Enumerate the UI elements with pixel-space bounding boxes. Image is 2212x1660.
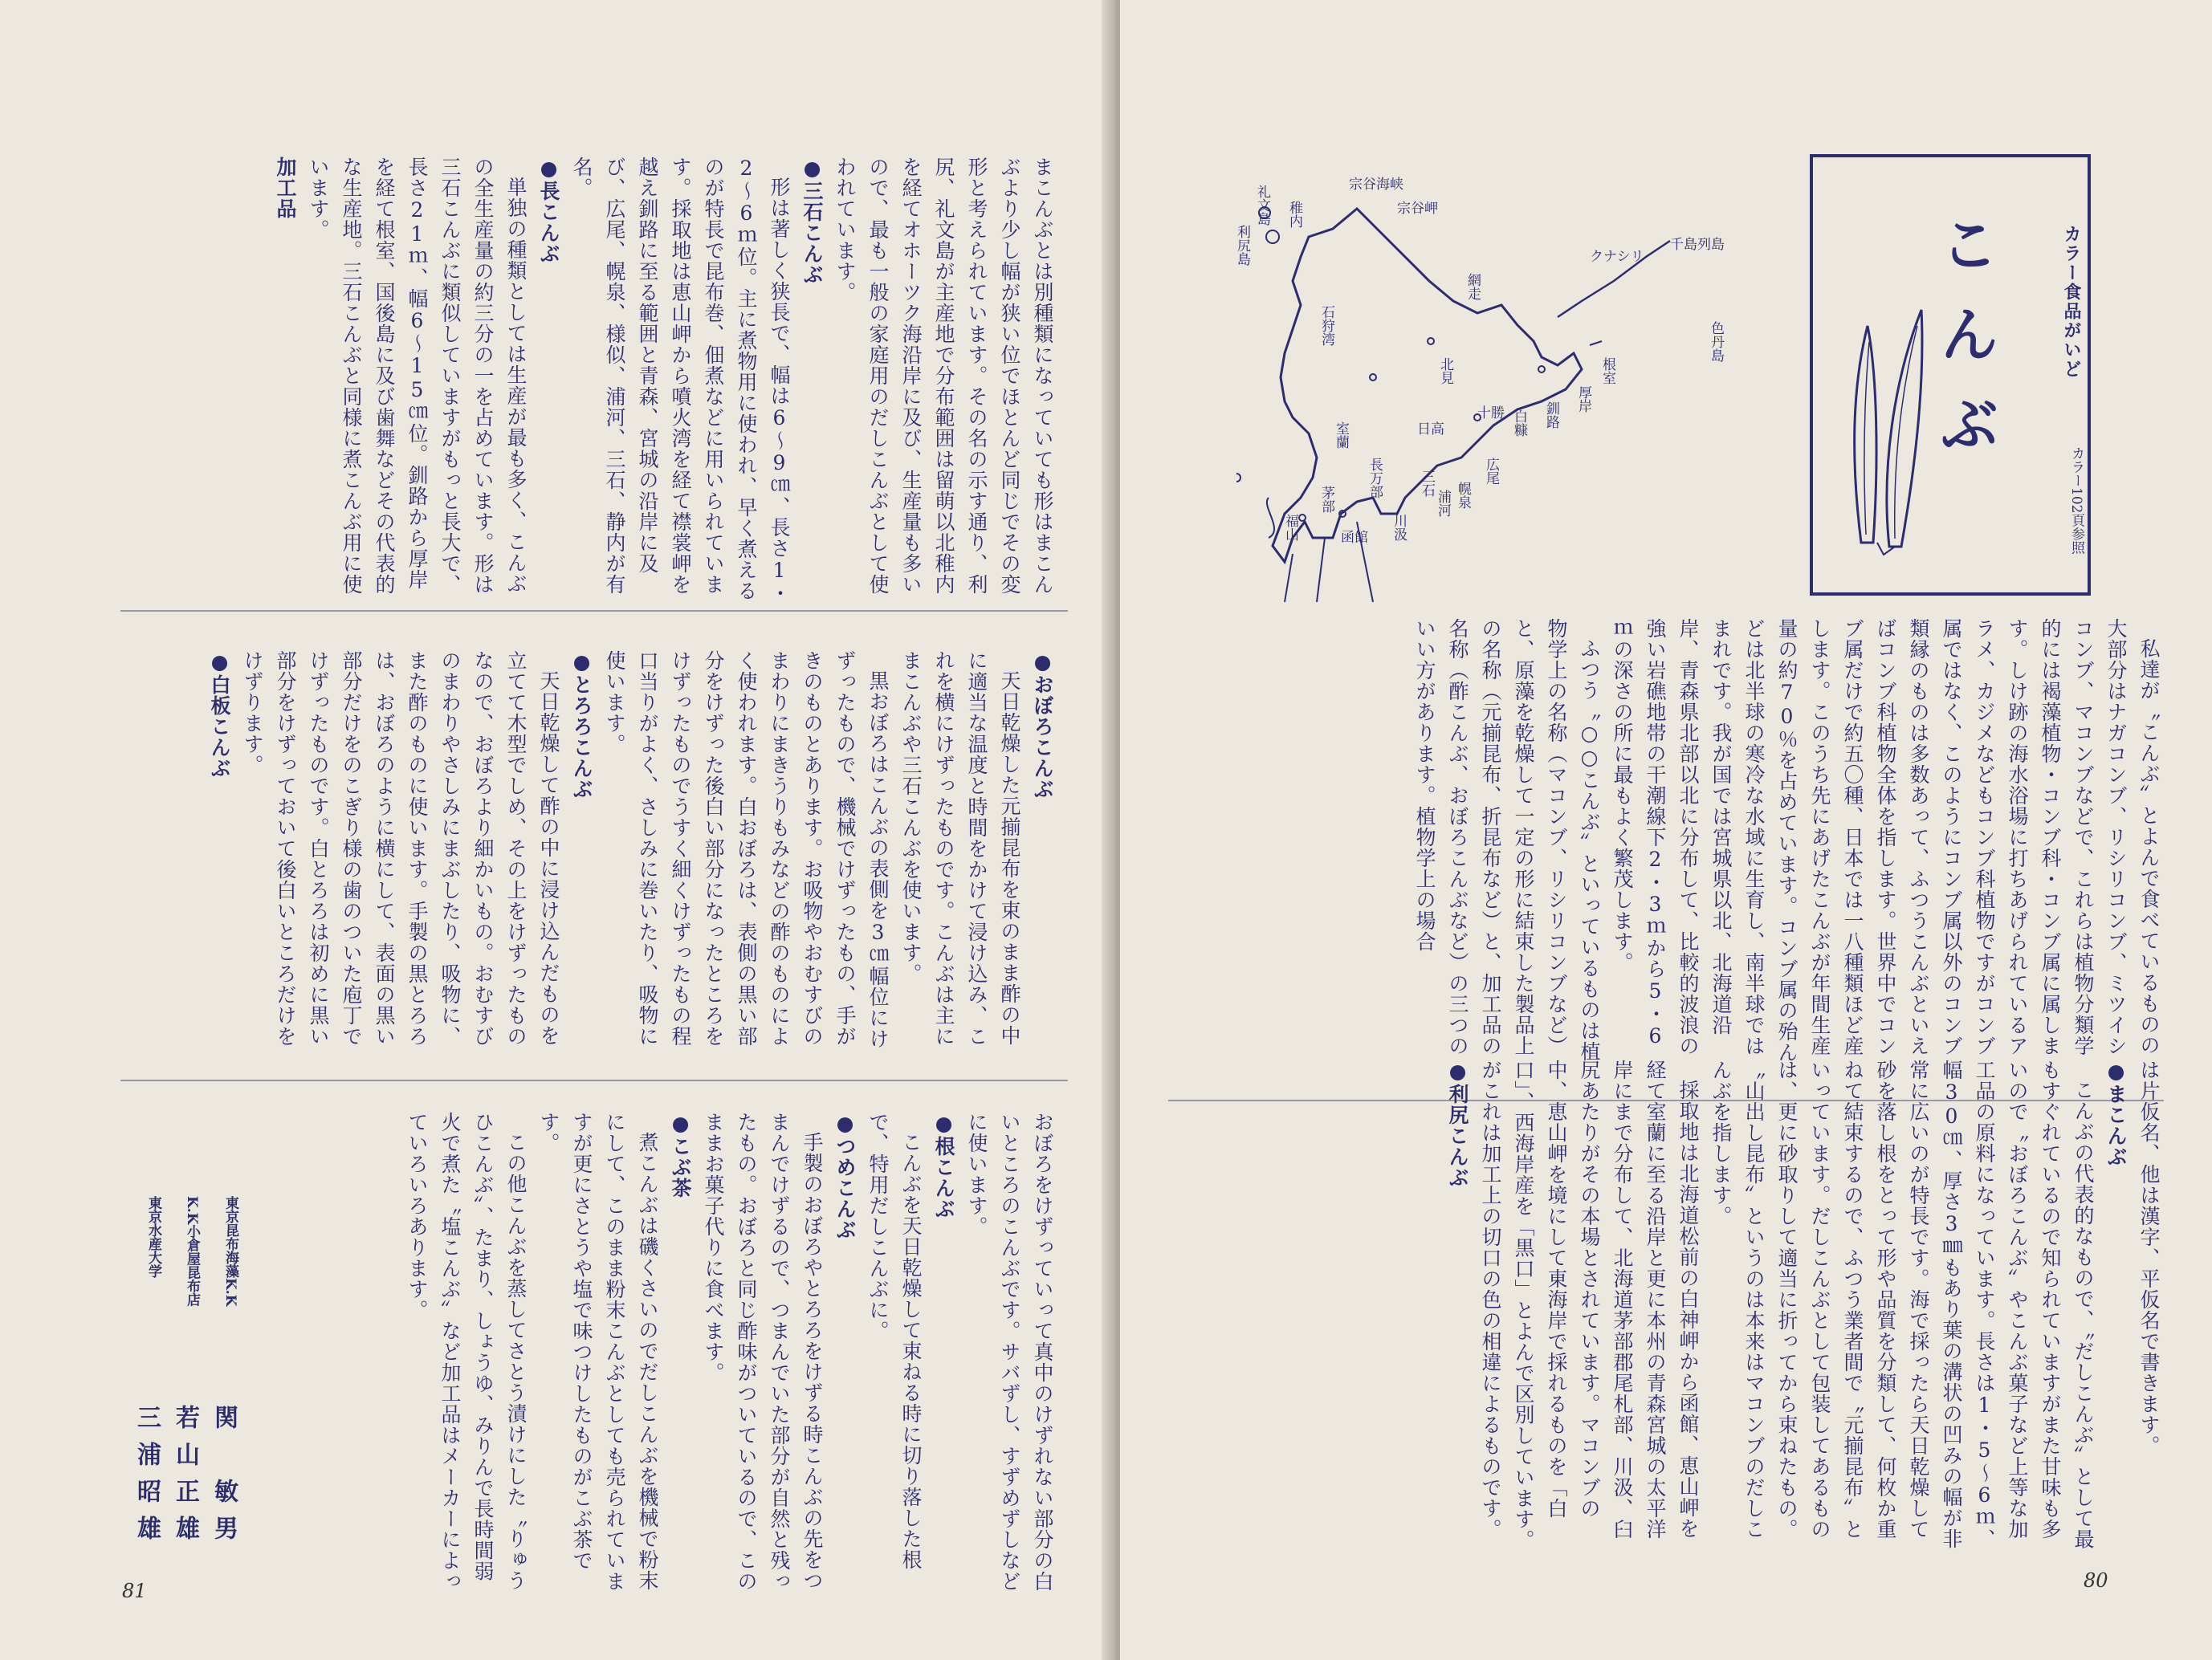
map-label: 福山 xyxy=(1282,514,1298,541)
color-reference: カラー102頁参照 xyxy=(2068,446,2084,555)
credit-name: 三浦昭雄 xyxy=(132,1405,161,1552)
oboro-heading: ● おぼろこんぶ xyxy=(1026,650,1059,1052)
credit-name: 若山正雄 xyxy=(171,1405,199,1552)
map-label: 川汲 xyxy=(1391,514,1407,541)
shiraita-text: おぼろをけずっていって真中のけずれない部分の白いところのこんぶです。サバずし、すずめずしなどに使います。 xyxy=(965,1112,1054,1592)
map-label: 利尻島 xyxy=(1234,225,1250,266)
credit-name: 関 敏男 xyxy=(210,1405,238,1552)
ne-text: こんぶを天日乾燥して束ねる時に切り落した根で、特用だしこんぶに。 xyxy=(866,1112,923,1570)
makonbu-text: こんぶの代表的なもので、〝だしこんぶ〟として最もすぐれているので知られていますがまた甘味も多いので〝おぼろこんぶ〟やこんぶ菓子など上等な加工品の原料になっています。長さは1・5～6ｍ、幅30㎝、厚さ3㎜もあり葉の溝状の凹みの幅が非常に広いのが特長です。海で採ったら天日乾燥して砂を落し根をとって形や品質を分類して、何枚か重ねて結束するので、ふつう業者間で〝元揃昆布〟といっています。だしこんぶとして包装してあるものは、更に砂取りして適当に折ってから束ねたもの。〝山出し昆布〟というのは本来はマコンブのだしこんぶを指します。 xyxy=(1709,1060,2095,1550)
credits xyxy=(120,1196,241,1573)
makonbu-text-2: 採取地は北海道松前の白神岬から函館、恵山岬を経て室蘭に至る沿岸と更に本州の青森宮城の太平洋岸にまで分布して、北海道茅部郡尾札部、川汲、臼尻あたりがその本場とされています。マコンブの中、恵山岬を境にして東海岸で採れるものを「白口」、西海岸産を「黒口」とよんで区別しています。がこれは加工上の切口の色の相違によるものです。 xyxy=(1479,1060,1700,1551)
rishiri-heading: ● 利尻こんぶ xyxy=(1441,1060,1474,1557)
tororo-text: 天日乾燥して酢の中に浸け込んだものを立てて木型でしめ、その上をけずったものなので、おぼろより細かいもの。おむすびのまわりやさしみにまぶしたり、吸物に、また酢のものに使います。手製の黒とろろは、おぼろのように横にして、表面の黒い部分だけをのこぎり様の歯のついた庖丁でけずったものです。白とろろは初めに黒い部分をけずっておいて後白いところだけをけずります。 xyxy=(241,650,560,1047)
left-middle-column xyxy=(63,650,1059,1052)
map-label: 宗谷海峡 xyxy=(1349,177,1403,193)
others-text: この他こんぶを蒸してさとう漬けにした〝りゅうひこんぶ〟、たまり、しょうゆ、みりんで長時間弱火で煮た〝塩こんぶ〟など加工品はメーカーによっていろいろあります。 xyxy=(405,1112,528,1592)
right-page xyxy=(1120,0,2212,1660)
map-label: 釧路 xyxy=(1543,401,1559,429)
tororo-heading: ● とろろこんぶ xyxy=(565,650,598,1052)
makonbu-heading: ● まこんぶ xyxy=(2100,1060,2133,1557)
map-label: 宗谷岬 xyxy=(1397,201,1438,217)
map-outline xyxy=(1236,161,1815,610)
naming-text: ふつう〝○○こんぶ〟といっているものは植物学上の名称（マコンブ、リシリコンブなど）と、原藻を乾燥して一定の形に結束した製品上の名称（元揃昆布、折昆布など）と、加工品の名称（酢こんぶ、おぼろこんぶなど）の三つのいい方があります。植物学上の場合 xyxy=(1413,618,1601,1062)
series-label: カラー食品がいど xyxy=(2059,225,2084,379)
kelp-illustration xyxy=(1845,302,1941,559)
oboro-text-2: 黒おぼろはこんぶの表側を3㎝幅位にけずったもので、機械でけずったもの、手がきのものとあります。お吸物やおむすびのまわりにまきうりもみなどの酢のものによく使われます。白おぼろは、表側の黒い部分をけずった後白い部分になったところをけずったものでうすく細くけずったもの程口当りがよく、さしみに巻いたり、吸物に使います。 xyxy=(603,650,890,1049)
map-label: 茅部 xyxy=(1318,486,1334,513)
kakou-label: 加工品 xyxy=(274,157,297,219)
kobucha-heading: ● こぶ茶 xyxy=(664,1112,697,1593)
credit-1 xyxy=(210,1196,241,1573)
map-label: 長万部 xyxy=(1367,458,1383,498)
map-label: 根室 xyxy=(1599,357,1615,384)
map-label: 色丹島 xyxy=(1708,321,1724,362)
shiraita-heading: ● 白板こんぶ xyxy=(203,650,236,1052)
page-title: こんぶ xyxy=(1930,214,1999,483)
map-label: 北見 xyxy=(1437,357,1453,384)
intro-text: 私達が〝こんぶ〟とよんで食べているものの大部分はナガコンブ、リシリコンブ、ミツイシコンブ、マコンブなどで、これらは植物分類学的には褐藻植物・コンブ科・コンブ属に属します。しけ跡の海水浴場に打ちあげられているアラメ、カジメなどもコンブ科植物ですがコンブ属ではなく、このようにコンブ属以外のコンブ類縁のものは多数あって、ふつうこんぶといえばコンブ科植物全体を指します。世界中でコンブ属だけで約五〇種、日本では一八種類ほど産します。このうち先にあげたこんぶが年間生産量の約70％を占めています。コンブ属の殆んどは北半球の寒冷な水域に生育し、南半球ではまれです。我が国では宮城県以北、北海道沿岸、青森県北部以北に分布して、比較的波浪の強い岩礁地帯の干潮線下2・3ｍから5・6ｍの深さの所に最もよく繁茂します。 xyxy=(1611,618,2161,1063)
left-upper-column xyxy=(63,157,1059,606)
page-number-right: 80 xyxy=(2084,1569,2108,1592)
credit-org: 東京水産大学 xyxy=(145,1196,161,1278)
map-label: クナシリ xyxy=(1590,249,1644,265)
credit-3 xyxy=(132,1196,164,1573)
map-label: 白糠 xyxy=(1511,409,1527,437)
map-label: 厚岸 xyxy=(1575,385,1591,413)
map-label: 網走 xyxy=(1464,273,1481,300)
naga-heading: ● 長こんぶ xyxy=(532,157,565,606)
kobucha-text: 煮こんぶは磯くさいのでだしこんぶを機械で粉末にして、このまま粉末こんぶとしても売られていますが更にさとうや塩で味つけしたものがこぶ茶です。 xyxy=(537,1112,659,1592)
naming-text-cont: は片仮名、他は漢字、平仮名で書きます。 xyxy=(2137,1060,2161,1456)
rishiri-text: まこんぶとは別種類になっていても形はまこんぶより少し幅が狭い位でほとんど同じでその変形と考えられています。その名の示す通り、利尻、礼文島が主産地で分布範囲は留萌以北稚内を経てオホーツク海沿岸に及び、生産量も多いので、最も一般の家庭用のだしこんぶとして使われています。 xyxy=(833,157,1054,595)
mitsuishi-text: 形は著しく狭長で、幅は6～9㎝、長さ1・2～6ｍ位。主に煮物用に使われ、早く煮えるのが特長で昆布巻、佃煮などに用いられています。採取地は恵山岬から噴火湾を経て襟裳岬を越え釧路に至る範囲と青森、宮城の沿岸に及び、広尾、幌泉、様似、浦河、三石、静内が有名。 xyxy=(570,157,791,604)
map-label: 三石 xyxy=(1419,470,1435,497)
map-label: 稚内 xyxy=(1286,201,1302,228)
map-label: 広尾 xyxy=(1483,458,1499,485)
map-label: 幌泉 xyxy=(1455,482,1471,509)
map-label: 千島列島 xyxy=(1670,237,1725,253)
map-label: 日高 xyxy=(1417,421,1444,437)
map-label: 十勝 xyxy=(1477,405,1505,421)
ne-heading: ● 根こんぶ xyxy=(927,1112,960,1593)
credit-org: K.K小倉屋昆布店 xyxy=(184,1196,200,1307)
hokkaido-map xyxy=(1236,161,1815,613)
left-lower-column xyxy=(256,1112,1059,1593)
map-label: 浦河 xyxy=(1435,490,1451,517)
map-label: 室蘭 xyxy=(1333,421,1349,449)
left-divider-2 xyxy=(120,1080,1068,1081)
oboro-text: 天日乾燥した元揃昆布を束のまま酢の中に適当な温度と時間をかけて浸け込み、これを横にけずったものです。こんぶは主にまこんぶや三石こんぶを使います。 xyxy=(899,650,1021,1047)
page-number-left: 81 xyxy=(122,1580,147,1602)
tsume-text: 手製のおぼろやとろろをけずる時こんぶの先をつまんでけずるので、つまんでいた部分が自然と残ったもの。おぼろと同じ酢味がついているので、このままお菓子代りに食べます。 xyxy=(702,1112,824,1592)
left-divider xyxy=(120,610,1068,612)
map-label: 礼文島 xyxy=(1254,185,1270,226)
credit-org: 東京昆布海藻K.K xyxy=(222,1196,238,1307)
naga-text: 単独の種類としては生産が最も多く、こんぶの全生産量の約三分の一を占めています。形は三石こんぶに類似していますがもっと長大で、長さ21ｍ、幅6～15㎝位。釧路から厚岸を経て根室、国後島に及び歯舞などその代表的な生産地。三石こんぶと同様に煮こんぶ用に使います。 xyxy=(307,157,528,595)
right-lower-column xyxy=(1170,1060,2165,1557)
right-upper-column xyxy=(1170,618,2165,1068)
map-label: 函館 xyxy=(1341,530,1368,546)
mitsuishi-heading: ● 三石こんぶ xyxy=(796,157,829,606)
credit-2 xyxy=(171,1196,202,1573)
map-label: 石狩湾 xyxy=(1318,305,1334,346)
title-box xyxy=(1810,154,2091,596)
tsume-heading: ● つめこんぶ xyxy=(829,1112,862,1593)
